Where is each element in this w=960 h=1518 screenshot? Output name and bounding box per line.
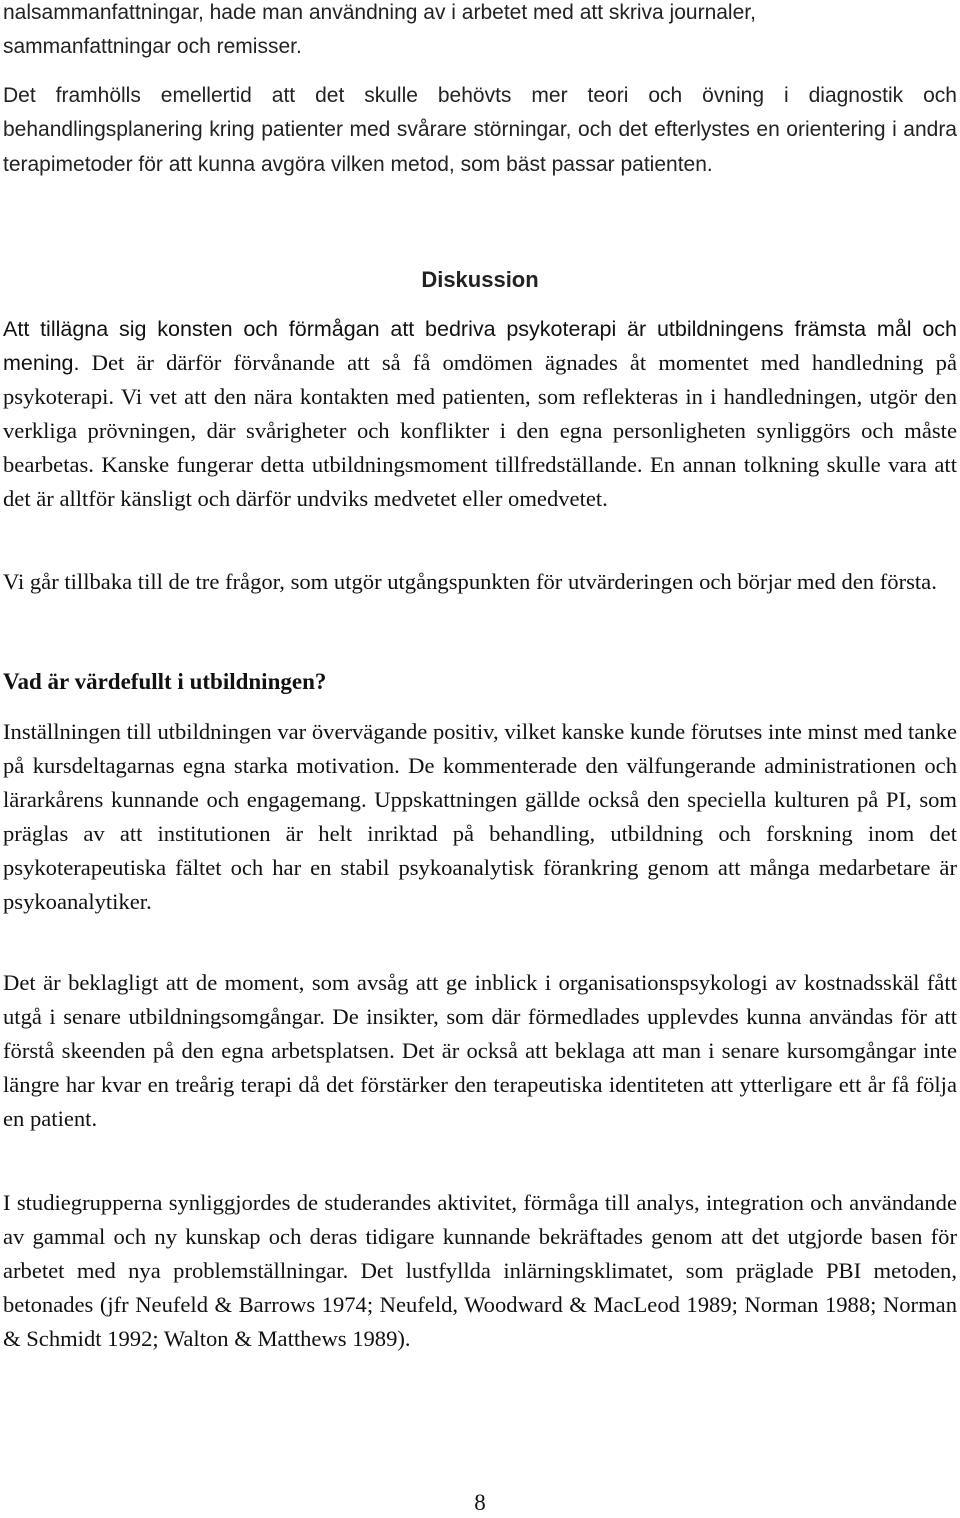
intro-paragraph-2: Det framhölls emellertid att det skulle behövts mer teori och övning i diagnostik och behandlingsplanering kring patienter med svårare störningar, och det efterlystes en orientering i andra terapimetoder för att kunna avgöra vilken metod, som bäst passar patienten. [3,84,957,176]
intro-paragraph-continuation [3,0,957,65]
discussion-paragraph-1 [3,312,957,516]
intro-line-1: nalsammanfattningar, hade man användning av i arbetet med att skriva journaler, [3,1,756,24]
section-heading-diskussion: Diskussion [421,267,539,292]
answer-paragraph-3: I studiegrupperna synliggjordes de studerandes aktivitet, förmåga till analys, integration och användande av gammal och ny kunskap och deras tidigare kunnande bekräftades genom att det utgjorde basen för arbetet med nya problemställningar. Det lustfyllda inlärningsklimatet, som präglade PBI metoden, betonades (jfr Neufeld & Barrows 1974; Neufeld, Woodward & MacLeod 1989; Norman 1988; Norman & Schmidt 1992; Walton & Matthews 1989). [3,1190,957,1351]
discussion-paragraph-1-lead: Att tillägna sig konsten och förmågan att bedriva psykoterapi är utbildningens främsta mål och mening. [3,317,957,375]
page-number: 8 [474,1490,486,1515]
answer-paragraph-2: Det är beklagligt att de moment, som avsåg att ge inblick i organisationspsykologi av kostnadsskäl fått utgå i senare utbildningsomgångar. De insikter, som där förmedlades upplevdes kunna användas för att förstå skeenden på den egna arbetsplatsen. Det är också att beklaga att man i senare kursomgångar inte längre har kvar en treårig terapi då det förstärker den terapeutiska identiteten att ytterligare ett år få följa en patient. [3,970,957,1131]
question-heading: Vad är värdefullt i utbildningen? [3,669,327,694]
answer-paragraph-1: Inställningen till utbildningen var övervägande positiv, vilket kanske kunde förutses inte minst med tanke på kursdeltagarnas egna starka motivation. De kommenterade den välfungerande administrationen och lärarkårens kunnande och engagemang. Uppskattningen gällde också den speciella kulturen på PI, som präglas av att institutionen är helt inriktad på behandling, utbildning och forskning inom det psykoterapeutiska fältet och har en stabil psykoanalytisk förankring genom att många medarbetare är psykoanalytiker. [3,719,957,914]
discussion-paragraph-1-body: Det är därför förvånande att så få omdömen ägnades åt momentet med handledning på psykoterapi. Vi vet att den nära kontakten med patienten, som reflekteras in i handledningen, utgör den verkliga prövningen, där svårigheter och konflikter i den egna personligheten synliggörs och måste bearbetas. Kanske fungerar detta utbildningsmoment tillfredställande. En annan tolkning skulle vara att det är alltför känsligt och därför undviks medvetet eller omedvetet. [3,350,957,511]
intro-line-2: sammanfattningar och remisser. [3,35,302,59]
discussion-paragraph-2: Vi går tillbaka till de tre frågor, som utgör utgångspunkten för utvärderingen och börjar med den första. [3,569,937,594]
